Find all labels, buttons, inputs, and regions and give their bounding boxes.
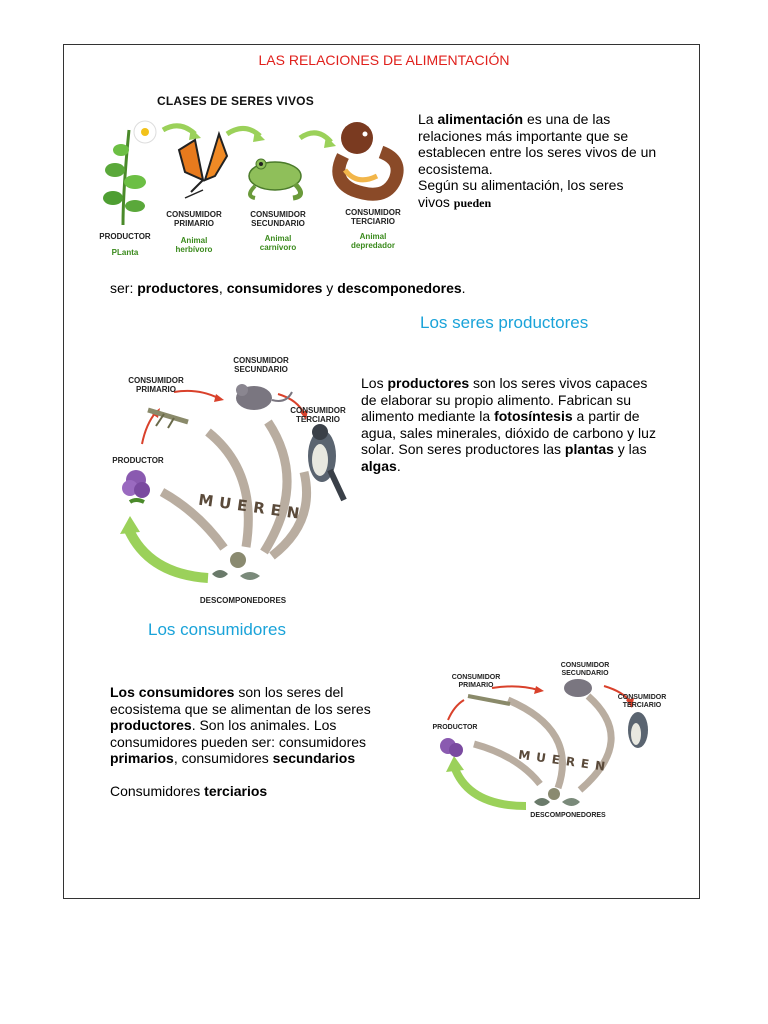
snake-icon [339,122,397,194]
label-secundario: CONSUMIDOR SECUNDARIO [233,356,289,374]
label-descomponedores-2: DESCOMPONEDORES [530,812,606,819]
label-mueren: MUEREN [197,490,307,524]
butterfly-icon [179,134,227,198]
bold-descomponedores: descomponedores [337,280,462,296]
label-terciario-2: CONSUMIDOR TERCIARIO [617,694,667,709]
consumidores-paragraph [110,684,390,800]
intro-text: La [418,111,438,127]
intro-text: y [322,280,338,296]
stage-label-terciario: CONSUMIDOR TERCIARIO [345,208,401,226]
flower-icon [122,470,150,502]
stage-sub-productor: PLanta [111,248,139,257]
bold-consumidores: Los consumidores [110,684,235,700]
bold-algas: algas [361,457,397,474]
label-secundario-2: CONSUMIDOR SECUNDARIO [560,662,610,677]
label-terciario: CONSUMIDOR TERCIARIO [290,406,346,424]
bold-secundarios: secundarios [272,750,356,766]
stage-label-productor: PRODUCTOR [99,232,151,241]
text: son los seres vivos capaces de elaborar su propio alimento. Fabrican su alimento mediante la [361,375,648,424]
figure-title: CLASES DE SERES VIVOS [157,94,314,108]
intro-word-pueden: pueden [453,195,492,210]
text: Consumidores [110,783,205,799]
bold-productores: productores [387,375,470,391]
label-descomponedores: DESCOMPONEDORES [199,596,287,605]
intro-continuation [110,280,670,297]
label-primario: CONSUMIDOR PRIMARIO [128,376,184,394]
bold-terciarios: terciarios [204,783,268,799]
bold-productores: productores [137,280,219,296]
page-title: LAS RELACIONES DE ALIMENTACIÓN [258,52,510,68]
label-primario-2: CONSUMIDOR PRIMARIO [451,674,501,689]
stage-label-secundario: CONSUMIDOR SECUNDARIO [250,210,306,228]
cycle-figure-2 [428,660,678,825]
bold-consumidores: consumidores [226,280,323,296]
stage-sub-primario: Animal herbívoro [175,236,213,254]
food-chain-figure [95,90,415,265]
text: . Son los animales. Los consumidores pueden ser: consumidores [110,717,367,750]
text: son los seres del ecosistema que se alimentan de los seres [110,684,371,717]
text: a partir de agua, sales minerales, dióxido de carbono y luz solar. Son seres productores las [361,408,656,457]
label-productor-2: PRODUCTOR [432,724,478,731]
text: y las [613,441,647,457]
text: , consumidores [173,750,273,766]
text: Los [361,375,388,391]
plant-icon [103,121,156,225]
stage-label-primario: CONSUMIDOR PRIMARIO [166,210,222,228]
stage-sub-terciario: Animal depredador [350,232,395,250]
decomposers-icon [212,552,260,580]
label-mueren-2: MUEREN [517,747,612,775]
intro-text: ser: [110,280,138,296]
intro-bold-alimentacion: alimentación [437,111,524,127]
intro-text: . [461,280,466,296]
intro-text: es una de las relaciones más importante que se establecen entre los seres vivos de un ecosistema. [418,111,657,177]
falcon-icon [308,424,344,500]
text: . [396,457,401,474]
heading-consumidores: Los consumidores [148,620,286,639]
stage-sub-secundario: Animal carnívoro [259,234,297,252]
bold-fotosintesis: fotosíntesis [494,408,573,424]
grasshopper-icon [148,410,188,428]
label-productor: PRODUCTOR [112,456,164,465]
bold-plantas: plantas [564,441,614,457]
bold-primarios: primarios [110,750,174,766]
frog-icon [249,159,301,198]
productores-paragraph [361,375,661,474]
bold-productores: productores [110,717,192,733]
intro-text: Según su alimentación, los seres vivos [418,177,624,210]
intro-paragraph [418,111,658,211]
intro-text: , [218,280,227,296]
heading-productores: Los seres productores [420,313,589,332]
cycle-figure [108,352,348,612]
